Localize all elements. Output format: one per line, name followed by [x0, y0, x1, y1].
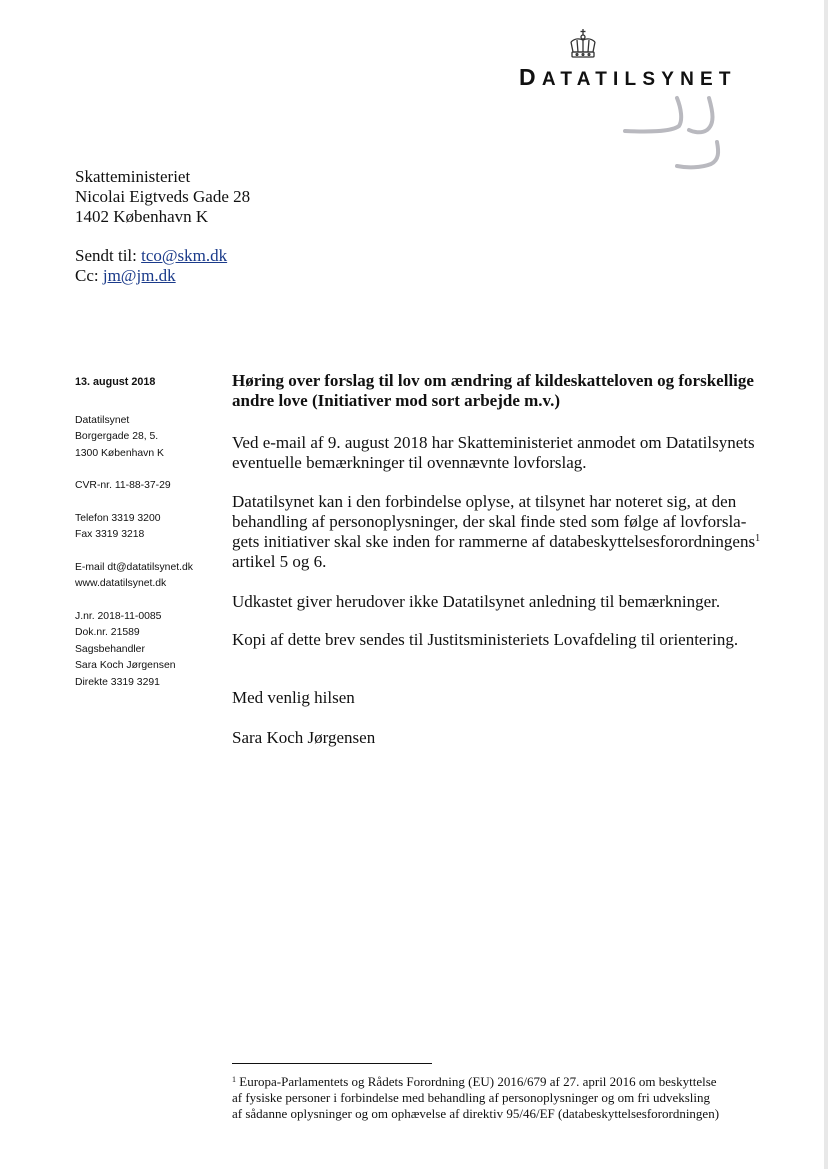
- footnote-reference: 1: [755, 533, 761, 544]
- sent-info: [75, 246, 227, 286]
- org-street: Borgergade 28, 5.: [75, 431, 159, 442]
- paragraph-line: Ved e-mail af 9. august 2018 har Skatteministeriet anmodet om Datatilsynets: [232, 433, 755, 452]
- case-handler-name: Sara Koch Jørgensen: [75, 660, 176, 671]
- web-block: [75, 560, 225, 593]
- page-edge: [824, 0, 828, 1169]
- footnote-line: [232, 1074, 772, 1090]
- logo-wordmark: DATATILSYNET: [519, 64, 737, 90]
- website: www.datatilsynet.dk: [75, 578, 167, 589]
- paragraph-line: [232, 532, 772, 552]
- letter-subject: [232, 371, 762, 411]
- org-name: Datatilsynet: [75, 414, 130, 426]
- footnote-marker: 1: [232, 1075, 236, 1084]
- footnote-text: Europa-Parlamentets og Rådets Forordning (EU) 2016/679 af 27. april 2016 om beskyttelse: [239, 1074, 717, 1089]
- footnote: [232, 1074, 772, 1122]
- cc-label: Cc:: [75, 266, 99, 285]
- phone-number: Telefon 3319 3200: [75, 512, 161, 524]
- sender-org: [75, 413, 225, 463]
- paragraph-text: gets initiativer skal ske inden for rammerne af databeskyttelsesforordningens: [232, 532, 756, 551]
- cc-email-link[interactable]: jm@jm.dk: [102, 266, 176, 285]
- case-block: [75, 609, 225, 692]
- phone-block: [75, 511, 225, 544]
- recipient-name: Skatteministeriet: [75, 167, 191, 186]
- paragraph-line: behandling af personoplysninger, der skal finde sted som følge af lovforsla-: [232, 512, 747, 531]
- case-handler-label: Sagsbehandler: [75, 643, 145, 655]
- paragraph-4: [232, 630, 772, 650]
- sent-to-email-link[interactable]: tco@skm.dk: [141, 246, 228, 265]
- recipient-street: Nicolai Eigtveds Gade 28: [75, 187, 251, 206]
- paragraph-line: Udkastet giver herudover ikke Datatilsynet anledning til bemærkninger.: [232, 592, 721, 611]
- paragraph-line: Datatilsynet kan i den forbindelse oplyse, at tilsynet har noteret sig, at den: [232, 492, 737, 511]
- closing: Med venlig hilsen: [232, 688, 355, 707]
- fax-number: Fax 3319 3218: [75, 529, 145, 540]
- footnote-line: af sådanne oplysninger og om ophævelse af direktiv 95/46/EF (databeskyttelsesforordningen): [232, 1106, 720, 1121]
- paragraph-1: [232, 433, 772, 473]
- document-number: Dok.nr. 21589: [75, 627, 140, 638]
- case-number: J.nr. 2018-11-0085: [75, 610, 162, 622]
- recipient-address: [75, 167, 250, 227]
- org-city: 1300 København K: [75, 447, 164, 459]
- footnote-line: af fysiske personer i forbindelse med behandling af personoplysninger og om fri udveksling: [232, 1090, 710, 1105]
- paragraph-line: artikel 5 og 6.: [232, 552, 327, 571]
- sender-sidebar: [75, 374, 225, 691]
- email-address: E-mail dt@datatilsynet.dk: [75, 561, 193, 573]
- letter-date: 13. august 2018: [75, 376, 156, 388]
- footnote-divider: [232, 1063, 432, 1064]
- sent-to-label: Sendt til:: [75, 246, 137, 265]
- paragraph-3: [232, 592, 772, 612]
- direct-phone: Direkte 3319 3291: [75, 676, 160, 688]
- signature: Sara Koch Jørgensen: [232, 728, 376, 747]
- cvr-number: CVR-nr. 11-88-37-29: [75, 480, 171, 491]
- paragraph-line: eventuelle bemærkninger til ovennævnte lovforslag.: [232, 453, 587, 472]
- handwritten-marks: [617, 94, 733, 178]
- crown-icon: [566, 28, 600, 62]
- recipient-city: 1402 København K: [75, 207, 209, 226]
- subject-line-2: andre love (Initiativer mod sort arbejde m.v.): [232, 391, 560, 410]
- paragraph-line: Kopi af dette brev sendes til Justitsministeriets Lovafdeling til orientering.: [232, 630, 739, 649]
- paragraph-2: [232, 492, 772, 572]
- subject-line-1: Høring over forslag til lov om ændring af kildeskatteloven og forskellige: [232, 371, 754, 390]
